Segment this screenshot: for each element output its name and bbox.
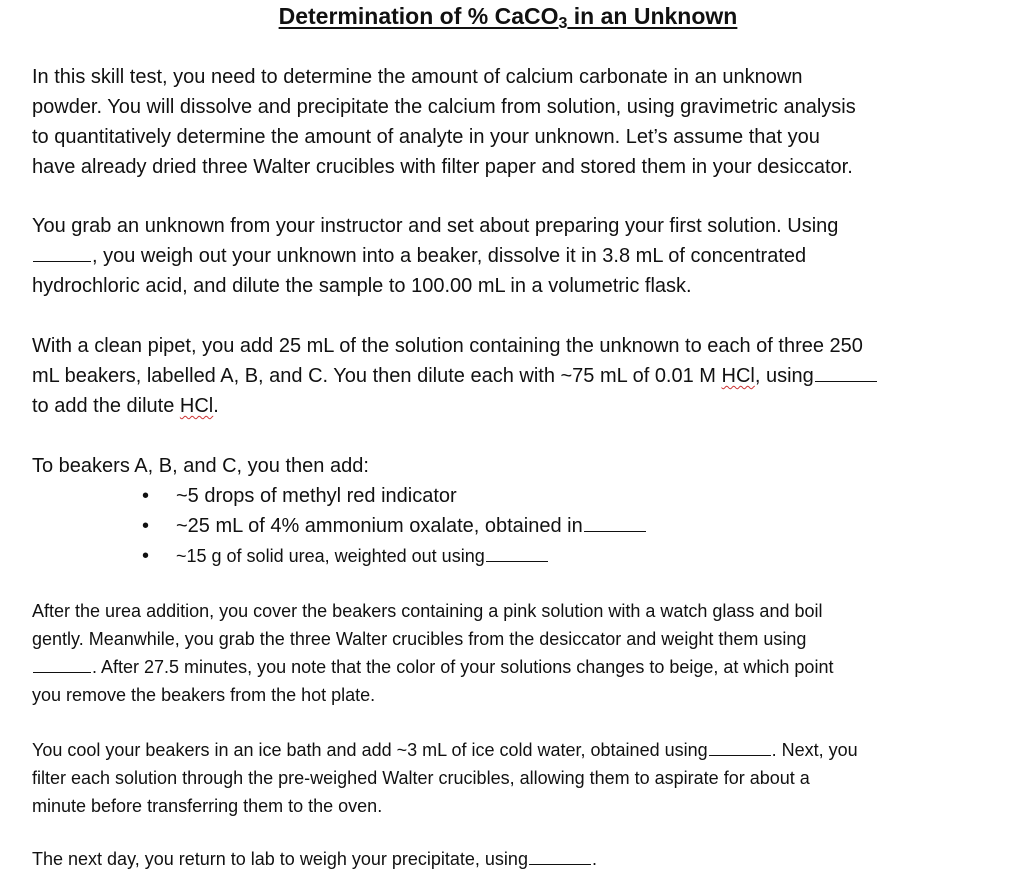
paragraph-line: [32, 736, 982, 764]
paragraph-weighing: [32, 845, 982, 873]
paragraph-filtering: [32, 736, 982, 820]
line-text: . Next, you: [771, 740, 858, 760]
paragraph-line: [32, 391, 982, 421]
answer-blank[interactable]: [709, 754, 771, 756]
paragraph-line: hydrochloric acid, and dilute the sample to 100.00 mL in a volumetric flask.: [32, 275, 692, 297]
bullet-icon: •: [142, 515, 150, 537]
paragraph-line: you remove the beakers from the hot plate.: [32, 685, 376, 705]
answer-blank[interactable]: [486, 560, 548, 562]
bullet-icon: •: [142, 485, 150, 507]
paragraph-line: With a clean pipet, you add 25 mL of the solution containing the unknown to each of three 250: [32, 335, 863, 357]
title-suffix: in an Unknown: [567, 3, 738, 29]
line-text: .: [213, 395, 219, 417]
paragraph-line: To beakers A, B, and C, you then add:: [32, 455, 369, 477]
list-item-text: ~15 g of solid urea, weighted out using: [176, 546, 485, 566]
list-item: [140, 542, 840, 570]
title-prefix: Determination of % CaCO: [278, 3, 559, 29]
spellcheck-word: HCl: [721, 365, 755, 387]
line-text: .: [591, 849, 597, 869]
additions-list: [140, 481, 840, 570]
paragraph-line: [32, 653, 982, 681]
answer-blank[interactable]: [33, 671, 91, 673]
list-item-text: ~5 drops of methyl red indicator: [176, 485, 457, 507]
line-text: to add the dilute: [32, 395, 180, 417]
paragraph-line: gently. Meanwhile, you grab the three Walter crucibles from the desiccator and weight them using: [32, 629, 807, 649]
answer-blank[interactable]: [529, 863, 591, 865]
paragraph-line: You grab an unknown from your instructor and set about preparing your first solution. Using: [32, 215, 839, 237]
paragraph-additions-intro: [32, 451, 982, 481]
paragraph-intro: [32, 62, 982, 182]
list-item: [140, 481, 840, 511]
paragraph-dilution: [32, 331, 982, 421]
paragraph-line: have already dried three Walter crucibles with filter paper and stored them in your desiccator.: [32, 156, 853, 178]
paragraph-line: [32, 845, 982, 873]
title-subscript: 3: [558, 15, 568, 32]
paragraph-line: [32, 361, 982, 391]
bullet-icon: •: [142, 545, 150, 567]
paragraph-line: In this skill test, you need to determine the amount of calcium carbonate in an unknown: [32, 66, 803, 88]
list-item: [140, 511, 840, 541]
paragraph-line: powder. You will dissolve and precipitate the calcium from solution, using gravimetric analysis: [32, 96, 856, 118]
line-text: , using: [754, 365, 814, 387]
paragraph-line: filter each solution through the pre-weighed Walter crucibles, allowing them to aspirate for about a: [32, 768, 810, 788]
spellcheck-word: HCl: [179, 395, 214, 417]
paragraph-line: After the urea addition, you cover the beakers containing a pink solution with a watch glass and boil: [32, 601, 823, 621]
line-text: , you weigh out your unknown into a beaker, dissolve it in 3.8 mL of concentrated: [92, 245, 807, 267]
list-item-text: ~25 mL of 4% ammonium oxalate, obtained in: [176, 515, 583, 537]
line-text: The next day, you return to lab to weigh your precipitate, using: [32, 849, 528, 869]
answer-blank[interactable]: [815, 380, 877, 382]
paragraph-line: [32, 241, 982, 271]
paragraph-boiling: [32, 597, 982, 709]
line-text: . After 27.5 minutes, you note that the color of your solutions changes to beige, at which point: [92, 657, 834, 677]
line-text: mL beakers, labelled A, B, and C. You then dilute each with ~75 mL of 0.01 M: [32, 365, 722, 387]
line-text: You cool your beakers in an ice bath and add ~3 mL of ice cold water, obtained using: [32, 740, 708, 760]
answer-blank[interactable]: [33, 260, 91, 262]
answer-blank[interactable]: [584, 530, 646, 532]
paragraph-line: minute before transferring them to the oven.: [32, 796, 383, 816]
document-title: [0, 1, 1016, 39]
paragraph-line: to quantitatively determine the amount of analyte in your unknown. Let’s assume that you: [32, 126, 820, 148]
paragraph-preparation: [32, 211, 982, 301]
